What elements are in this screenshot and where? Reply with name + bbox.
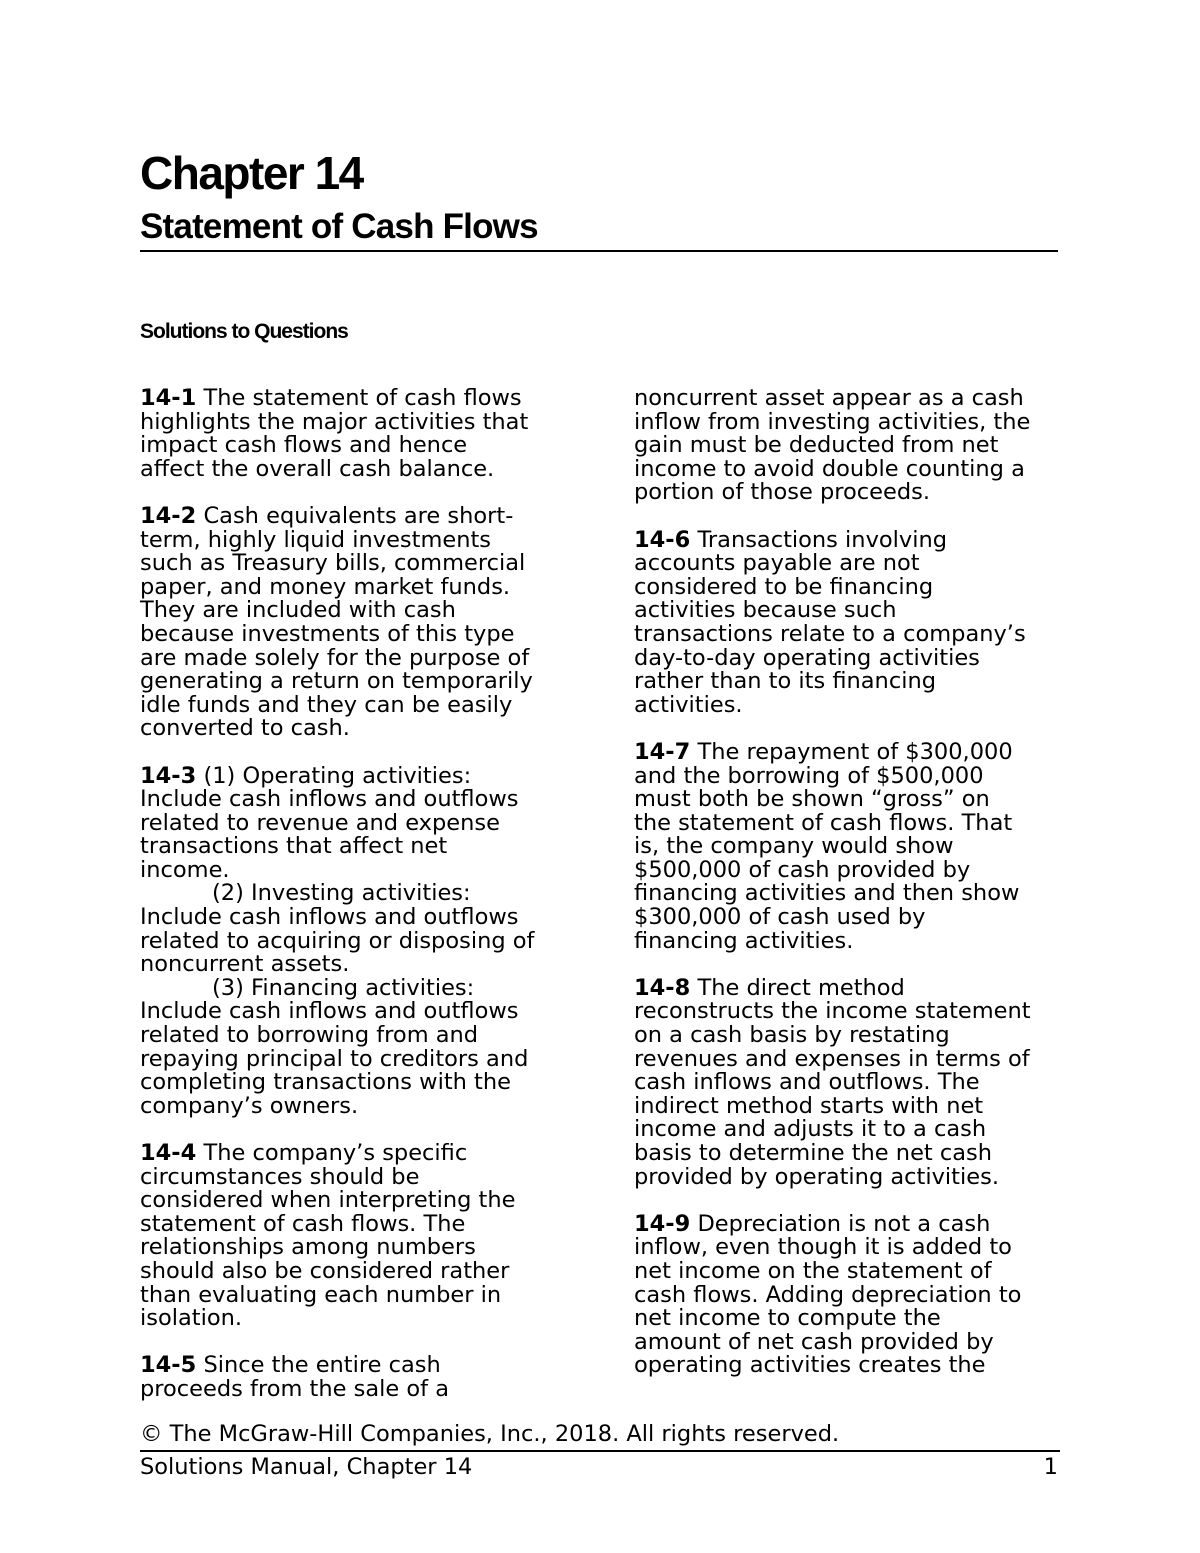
answer-line: financing activities and then show	[634, 880, 1020, 907]
answer-line: 14-9 Depreciation is not a cash	[634, 1210, 991, 1237]
question-number: 14-2	[140, 502, 197, 529]
answer-line: because investments of this type	[140, 620, 515, 647]
answer-line: 14-3 (1) Operating activities:	[140, 762, 472, 789]
question-number: 14-3	[140, 762, 197, 789]
question-number: 14-9	[634, 1210, 691, 1237]
answer-line: transactions that affect net	[140, 833, 448, 860]
answer-line: noncurrent asset appear as a cash	[634, 385, 1024, 411]
answer-line: idle funds and they can be easily	[140, 691, 513, 718]
answer-line: They are included with cash	[140, 597, 456, 624]
question-number: 14-7	[634, 738, 691, 765]
answer-line: must both be shown “gross” on	[634, 786, 990, 813]
answer-line: related to revenue and expense	[140, 809, 500, 836]
footer-manual-label: Solutions Manual, Chapter 14	[140, 1454, 473, 1480]
answer-line: on a cash basis by restating	[634, 1022, 950, 1049]
answer-line: $300,000 of cash used by	[634, 904, 926, 931]
answer-line: accounts payable are not	[634, 550, 920, 577]
answer-line: amount of net cash provided by	[634, 1328, 994, 1355]
answer-line: day-to-day operating activities	[634, 644, 980, 671]
answer-line: inflow, even though it is added to	[634, 1234, 1012, 1261]
right-column	[634, 387, 1074, 1378]
chapter-title: Chapter 14	[140, 147, 363, 199]
answer-line: income.	[140, 856, 230, 883]
answer-line: activities.	[634, 691, 743, 718]
left-column	[140, 387, 580, 1402]
footer-divider	[140, 1450, 1060, 1452]
answer-line: circumstances should be	[140, 1163, 420, 1190]
answer-line: noncurrent assets.	[140, 951, 350, 978]
question-number: 14-5	[140, 1352, 197, 1379]
answer-line: gain must be deducted from net	[634, 432, 999, 459]
copyright-notice: © The McGraw-Hill Companies, Inc., 2018. All rights reserved.	[140, 1421, 840, 1447]
answer-line: highlights the major activities that	[140, 408, 529, 435]
answer-line: income to avoid double counting a	[634, 455, 1025, 482]
question-number: 14-6	[634, 526, 691, 553]
question-number: 14-1	[140, 385, 197, 411]
answer-line: cash inflows and outflows. The	[634, 1069, 980, 1096]
answer-line: basis to determine the net cash	[634, 1140, 993, 1166]
answer-line: portion of those proceeds.	[634, 479, 930, 506]
answer-line: are made solely for the purpose of	[140, 644, 530, 671]
answer-line: such as Treasury bills, commercial	[140, 550, 526, 577]
answer-line: considered when interpreting the	[140, 1187, 516, 1214]
answer-line: repaying principal to creditors and	[140, 1045, 529, 1072]
question-number: 14-4	[140, 1140, 197, 1166]
answer-line: 14-2 Cash equivalents are short-	[140, 502, 514, 529]
answer-line: is, the company would show	[634, 833, 954, 860]
answer-line: generating a return on temporarily	[140, 668, 533, 695]
answer-line: 14-1 The statement of cash flows	[140, 385, 522, 411]
answer-line: Include cash inflows and outflows	[140, 998, 519, 1025]
answer-line: $500,000 of cash provided by	[634, 856, 971, 883]
answer-line: company’s owners.	[140, 1092, 359, 1119]
answer-line: term, highly liquid investments	[140, 526, 492, 553]
answer-line: isolation.	[140, 1305, 243, 1332]
answer-line: indirect method starts with net	[634, 1092, 984, 1119]
answer-line: inflow from investing activities, the	[634, 408, 1031, 435]
answer-line: 14-5 Since the entire cash	[140, 1352, 441, 1379]
answer-line: (3) Financing activities:	[212, 974, 475, 1001]
section-heading: Solutions to Questions	[140, 320, 348, 343]
answer-line: net income on the statement of	[634, 1257, 992, 1284]
answer-line: proceeds from the sale of a	[140, 1375, 449, 1402]
answer-line: completing transactions with the	[140, 1069, 511, 1096]
answer-line: statement of cash flows. The	[140, 1210, 466, 1237]
answer-line: provided by operating activities.	[634, 1163, 999, 1190]
answer-line: 14-4 The company’s specific	[140, 1140, 468, 1166]
answer-line: revenues and expenses in terms of	[634, 1045, 1030, 1072]
answer-line: 14-7 The repayment of $300,000	[634, 738, 1013, 765]
answer-line: transactions relate to a company’s	[634, 620, 1026, 647]
answer-line: activities because such	[634, 597, 897, 624]
answer-line: the statement of cash flows. That	[634, 809, 1013, 836]
answer-line: affect the overall cash balance.	[140, 455, 495, 482]
answer-line: rather than to its financing	[634, 668, 936, 695]
answer-line: Include cash inflows and outflows	[140, 904, 519, 931]
answer-line: related to borrowing from and	[140, 1022, 479, 1049]
answer-line: financing activities.	[634, 927, 854, 954]
answer-line: Include cash inflows and outflows	[140, 786, 519, 813]
answer-line: than evaluating each number in	[140, 1281, 502, 1308]
answer-line: converted to cash.	[140, 715, 350, 742]
answer-line: reconstructs the income statement	[634, 998, 1031, 1025]
answer-line: 14-8 The direct method	[634, 974, 905, 1001]
answer-line: relationships among numbers	[140, 1234, 476, 1261]
chapter-subtitle: Statement of Cash Flows	[140, 207, 538, 246]
page-number: 1	[1043, 1454, 1058, 1480]
answer-line: should also be considered rather	[140, 1257, 510, 1284]
answer-line: cash flows. Adding depreciation to	[634, 1281, 1022, 1308]
answer-line: related to acquiring or disposing of	[140, 927, 535, 954]
answer-line: net income to compute the	[634, 1305, 941, 1332]
answer-line: impact cash flows and hence	[140, 432, 468, 459]
title-divider	[140, 250, 1058, 252]
question-number: 14-8	[634, 974, 691, 1001]
answer-line: operating activities creates the	[634, 1352, 986, 1379]
answer-line: and the borrowing of $500,000	[634, 762, 984, 789]
answer-line: income and adjusts it to a cash	[634, 1116, 987, 1143]
answer-line: 14-6 Transactions involving	[634, 526, 948, 553]
answer-line: (2) Investing activities:	[212, 880, 471, 907]
answer-line: considered to be financing	[634, 573, 934, 600]
answer-line: paper, and money market funds.	[140, 573, 511, 600]
